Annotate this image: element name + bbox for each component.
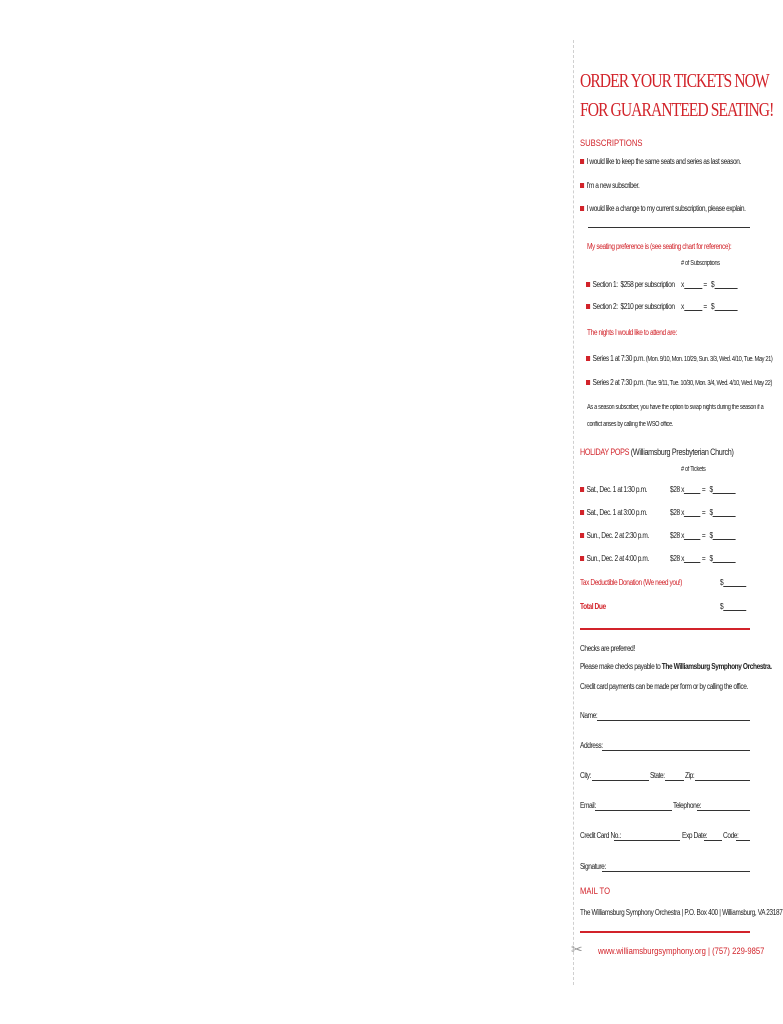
subscription-option-keep[interactable]: I would like to keep the same seats and series as last season. xyxy=(580,157,741,166)
signature-field[interactable] xyxy=(602,871,750,872)
section-2-row[interactable]: Section 2: $210 per subscription xyxy=(586,302,675,311)
subscriptions-heading: SUBSCRIPTIONS xyxy=(580,138,643,148)
checks-payable-line: Please make checks payable to The Williamsburg Symphony Orchestra. xyxy=(580,662,772,671)
website-link[interactable]: www.williamsburgsymphony.org xyxy=(598,946,706,956)
city-field[interactable] xyxy=(592,780,649,781)
holiday-show-2-qty[interactable]: $28 x = $ xyxy=(670,508,736,517)
subscription-option-change[interactable]: I would like a change to my current subscription, please explain. xyxy=(580,204,746,213)
code-field[interactable] xyxy=(736,840,750,841)
holiday-heading-row xyxy=(580,447,734,457)
checkbox-icon[interactable] xyxy=(586,356,590,361)
donation-label: Tax Deductible Donation (We need you!) xyxy=(580,578,683,587)
explain-line[interactable] xyxy=(588,227,750,228)
email-label: Email: xyxy=(580,801,596,810)
credit-card-note: Credit card payments can be made per form or by calling the office. xyxy=(580,682,748,691)
signature-label: Signature: xyxy=(580,862,606,871)
state-field[interactable] xyxy=(665,780,684,781)
holiday-show-4[interactable]: Sun., Dec. 2 at 4:00 p.m. xyxy=(580,554,649,563)
email-field[interactable] xyxy=(595,810,672,811)
holiday-show-4-qty[interactable]: $28 x = $ xyxy=(670,554,736,563)
holiday-show-3-qty[interactable]: $28 x = $ xyxy=(670,531,736,540)
series-1-option[interactable]: Series 1 at 7:30 p.m. (Mon. 9/10, Mon. 10/29, Sun. 3/3, Wed. 4/10, Tue. May 21) xyxy=(586,354,772,363)
checkbox-icon[interactable] xyxy=(580,510,584,515)
cut-line xyxy=(573,40,574,985)
section-1-qty[interactable]: x = $ xyxy=(681,280,737,289)
total-due-amount[interactable]: $ xyxy=(720,602,746,611)
checkbox-icon[interactable] xyxy=(586,304,590,309)
checkbox-icon[interactable] xyxy=(580,556,584,561)
swap-note-1: As a season subscriber, you have the option to swap nights during the season if a xyxy=(587,404,764,411)
form-title-line2: FOR GUARANTEED SEATING! xyxy=(580,99,774,121)
checkbox-icon[interactable] xyxy=(586,282,590,287)
telephone-label: Telephone: xyxy=(673,801,702,810)
zip-field[interactable] xyxy=(695,780,750,781)
exp-label: Exp Date: xyxy=(682,831,708,840)
subscription-option-new[interactable]: I'm a new subscriber. xyxy=(580,181,639,190)
checkbox-icon[interactable] xyxy=(580,487,584,492)
series-2-option[interactable]: Series 2 at 7:30 p.m. (Tue. 9/11, Tue. 10/30, Mon. 3/4, Wed. 4/10, Wed. May 22) xyxy=(586,378,772,387)
holiday-show-2[interactable]: Sat., Dec. 1 at 3:00 p.m. xyxy=(580,508,647,517)
holiday-show-1-qty[interactable]: $28 x = $ xyxy=(670,485,736,494)
mail-address: The Williamsburg Symphony Orchestra | P.O. Box 400 | Williamsburg, VA 23187 xyxy=(580,908,783,917)
holiday-show-3[interactable]: Sun., Dec. 2 at 2:30 p.m. xyxy=(580,531,649,540)
section-2-qty[interactable]: x = $ xyxy=(681,302,737,311)
checkbox-icon[interactable] xyxy=(586,380,590,385)
swap-note-2: conflict arises by calling the WSO office. xyxy=(587,421,674,428)
footer-divider xyxy=(580,931,750,933)
card-label: Credit Card No.: xyxy=(580,831,621,840)
zip-label: Zip: xyxy=(685,771,695,780)
holiday-venue: (Williamsburg Presbyterian Church) xyxy=(630,447,734,457)
exp-field[interactable] xyxy=(704,840,722,841)
state-label: State: xyxy=(650,771,665,780)
tickets-count-header: # of Tickets xyxy=(681,466,706,473)
form-title-line1: ORDER YOUR TICKETS NOW xyxy=(580,70,769,92)
checkbox-icon[interactable] xyxy=(580,206,584,211)
seating-preference-label: My seating preference is (see seating chart for reference): xyxy=(587,242,732,251)
code-label: Code: xyxy=(723,831,739,840)
phone-number: (757) 229-9857 xyxy=(712,946,765,956)
name-field[interactable] xyxy=(597,720,750,721)
telephone-field[interactable] xyxy=(697,810,750,811)
holiday-heading: HOLIDAY POPS xyxy=(580,447,630,457)
donation-amount[interactable]: $ xyxy=(720,578,746,587)
subscriptions-count-header: # of Subscriptions xyxy=(681,260,720,267)
checkbox-icon[interactable] xyxy=(580,183,584,188)
name-label: Name: xyxy=(580,711,598,720)
mail-to-heading: MAIL TO xyxy=(580,886,611,896)
holiday-show-1[interactable]: Sat., Dec. 1 at 1:30 p.m. xyxy=(580,485,647,494)
scissors-icon: ✂ xyxy=(571,941,583,957)
footer-contact: www.williamsburgsymphony.org | (757) 229-9857 xyxy=(598,946,765,956)
total-due-label: Total Due xyxy=(580,602,606,611)
address-field[interactable] xyxy=(602,750,750,751)
checkbox-icon[interactable] xyxy=(580,533,584,538)
checkbox-icon[interactable] xyxy=(580,159,584,164)
section-1-row[interactable]: Section 1: $258 per subscription xyxy=(586,280,675,289)
checks-preferred: Checks are preferred! xyxy=(580,644,635,653)
nights-heading: The nights I would like to attend are: xyxy=(587,328,677,337)
card-field[interactable] xyxy=(614,840,680,841)
address-label: Address: xyxy=(580,741,603,750)
section-divider xyxy=(580,628,750,630)
city-label: City: xyxy=(580,771,592,780)
